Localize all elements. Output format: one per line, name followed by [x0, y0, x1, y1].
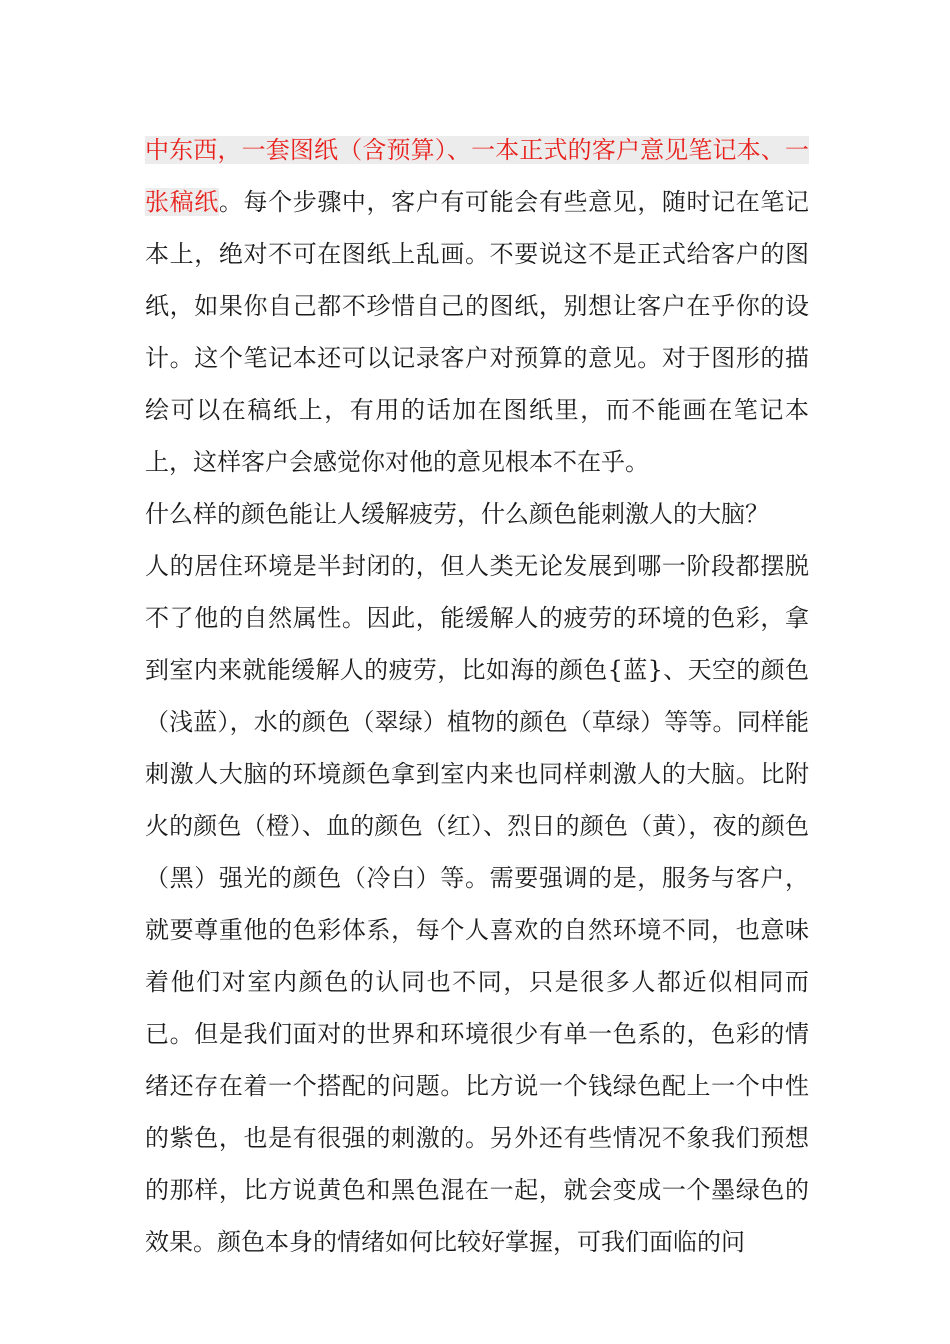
- paragraph-materials: [145, 124, 809, 488]
- question-heading: 什么样的颜色能让人缓解疲劳，什么颜色能刺激人的大脑？: [145, 500, 769, 528]
- document-body: [145, 124, 809, 1268]
- paragraph-text: 。每个步骤中，客户有可能会有些意见，随时记在笔记本上，绝对不可在图纸上乱画。不要说这不是正式给客户的图纸，如果你自己都不珍惜自己的图纸，别想让客户在乎你的设计。这个笔记本还可以记录客户对预算的意见。对于图形的描绘可以在稿纸上，有用的话加在图纸里，而不能画在笔记本上，这样客户会感觉你对他的意见根本不在乎。: [145, 188, 810, 476]
- paragraph-color-answer: 人的居住环境是半封闭的，但人类无论发展到哪一阶段都摆脱不了他的自然属性。因此，能缓解人的疲劳的环境的色彩，拿到室内来就能缓解人的疲劳，比如海的颜色{蓝}、天空的颜色（浅蓝），水的颜色（翠绿）植物的颜色（草绿）等等。同样能刺激人大脑的环境颜色拿到室内来也同样刺激人的大脑。比附火的颜色（橙）、血的颜色（红）、烈日的颜色（黄），夜的颜色（黑）强光的颜色（冷白）等。需要强调的是，服务与客户，就要尊重他的色彩体系，每个人喜欢的自然环境不同，也意味着他们对室内颜色的认同也不同，只是很多人都近似相同而已。但是我们面对的世界和环境很少有单一色系的，色彩的情绪还存在着一个搭配的问题。比方说一个钱绿色配上一个中性的紫色，也是有很强的刺激的。另外还有些情况不象我们预想的那样，比方说黄色和黑色混在一起，就会变成一个墨绿色的效果。颜色本身的情绪如何比较好掌握，可我们面临的问: [145, 552, 809, 1256]
- highlighted-text: 中东西，一套图纸（含预算）、一本正式的客户意见笔记本、一张稿纸: [145, 136, 809, 216]
